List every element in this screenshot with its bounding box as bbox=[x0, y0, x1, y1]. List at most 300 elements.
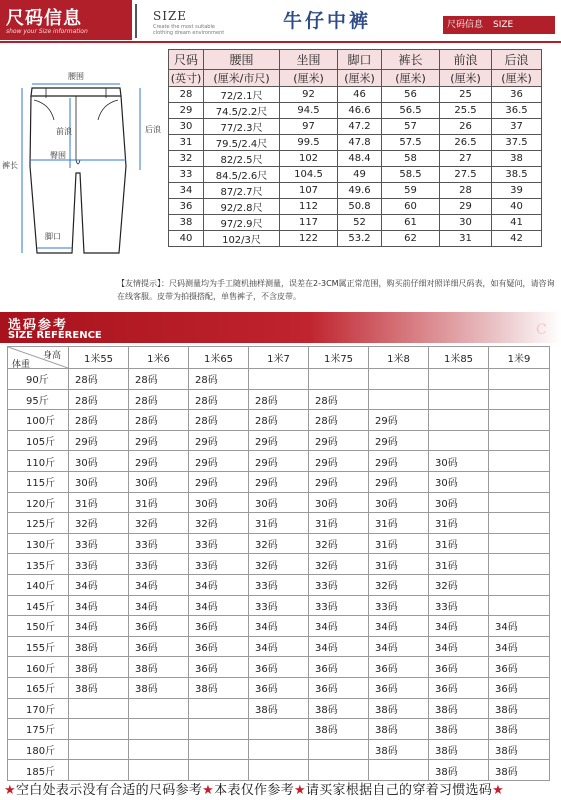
size-code-cell: 29码 bbox=[369, 471, 429, 492]
size-table-cell: 82/2.5尺 bbox=[204, 151, 280, 167]
size-code-cell: 34码 bbox=[189, 595, 249, 616]
footer-part-1: 空白处表示没有合适的尺码参考 bbox=[15, 783, 203, 798]
size-code-cell: 34码 bbox=[129, 574, 189, 595]
size-word: SIZE bbox=[153, 9, 188, 23]
size-table-cell: 33 bbox=[169, 167, 204, 183]
friendly-note: 【友情提示】：尺码测量均为手工随机抽样测量，误差在2-3CM属正常范围，购买前仔细对照详细尺码表，如有疑问，请咨询在线客服。皮带为拍摄搭配，单售裤子，不含皮带。 bbox=[117, 279, 555, 301]
size-code-cell: 29码 bbox=[69, 430, 129, 451]
weight-cell: 170斤 bbox=[8, 698, 69, 719]
size-code-cell: 29码 bbox=[129, 451, 189, 472]
size-code-cell: 36码 bbox=[129, 616, 189, 637]
size-table-cell: 26.5 bbox=[440, 135, 492, 151]
size-code-cell bbox=[489, 410, 550, 431]
table-row bbox=[169, 183, 542, 199]
weight-cell: 185斤 bbox=[8, 760, 69, 781]
size-table-unit-cell: (厘米) bbox=[440, 70, 492, 87]
table-row bbox=[169, 119, 542, 135]
size-table-header bbox=[169, 50, 542, 70]
size-code-cell: 38码 bbox=[69, 677, 129, 698]
size-code-cell bbox=[189, 760, 249, 781]
size-code-cell: 34码 bbox=[249, 636, 309, 657]
size-code-cell bbox=[309, 760, 369, 781]
size-code-cell: 38码 bbox=[429, 698, 489, 719]
size-table-cell: 47.2 bbox=[338, 119, 382, 135]
page-title: 尺码信息 bbox=[6, 8, 82, 29]
size-code-cell: 32码 bbox=[189, 513, 249, 534]
size-table-cell: 38 bbox=[169, 215, 204, 231]
size-code-cell: 28码 bbox=[129, 369, 189, 390]
size-code-cell: 32码 bbox=[249, 554, 309, 575]
size-code-cell: 32码 bbox=[429, 574, 489, 595]
size-code-cell: 34码 bbox=[309, 616, 369, 637]
footer-note bbox=[4, 779, 557, 798]
size-table-cell: 46.6 bbox=[338, 103, 382, 119]
size-code-cell: 33码 bbox=[189, 554, 249, 575]
size-table-cell: 38 bbox=[492, 151, 542, 167]
size-code-cell: 36码 bbox=[309, 677, 369, 698]
size-code-cell: 28码 bbox=[69, 369, 129, 390]
size-code-cell: 32码 bbox=[129, 513, 189, 534]
size-code-cell: 34码 bbox=[69, 574, 129, 595]
size-code-cell: 33码 bbox=[249, 574, 309, 595]
size-reference-table bbox=[7, 346, 550, 781]
size-table-cell: 40 bbox=[169, 231, 204, 247]
size-code-cell: 28码 bbox=[129, 389, 189, 410]
label-length: 裤长 bbox=[2, 161, 18, 170]
size-code-cell: 34码 bbox=[429, 636, 489, 657]
size-code-cell bbox=[429, 410, 489, 431]
weight-cell: 165斤 bbox=[8, 677, 69, 698]
table-row bbox=[169, 167, 542, 183]
star-icon: ★ bbox=[4, 783, 16, 798]
size-code-cell bbox=[429, 389, 489, 410]
header-tag bbox=[443, 16, 555, 34]
size-code-cell: 36码 bbox=[429, 657, 489, 678]
footer-part-2: 本表仅作参考 bbox=[214, 783, 294, 798]
size-code-cell bbox=[489, 389, 550, 410]
size-code-cell: 38码 bbox=[489, 698, 550, 719]
size-table-cell: 87/2.7尺 bbox=[204, 183, 280, 199]
height-header-cell: 1米55 bbox=[69, 347, 129, 369]
size-table-unit-cell: (厘米) bbox=[280, 70, 338, 87]
size-code-cell: 38码 bbox=[69, 636, 129, 657]
header-tagline: Create the most suitable clothing dream environment bbox=[153, 24, 225, 36]
size-code-cell: 38码 bbox=[69, 657, 129, 678]
star-icon: ★ bbox=[202, 783, 215, 798]
size-table-cell: 37.5 bbox=[492, 135, 542, 151]
height-header-cell: 1米9 bbox=[489, 347, 550, 369]
size-code-cell: 29码 bbox=[249, 471, 309, 492]
size-code-cell bbox=[129, 719, 189, 740]
table-row bbox=[8, 739, 550, 760]
size-code-cell: 36码 bbox=[249, 677, 309, 698]
weight-cell: 115斤 bbox=[8, 471, 69, 492]
size-code-cell bbox=[69, 739, 129, 760]
size-code-cell: 32码 bbox=[249, 533, 309, 554]
size-table-cell: 58 bbox=[382, 151, 440, 167]
size-table-cell: 62 bbox=[382, 231, 440, 247]
size-code-cell: 31码 bbox=[429, 513, 489, 534]
size-code-cell bbox=[129, 739, 189, 760]
weight-cell: 95斤 bbox=[8, 389, 69, 410]
size-table-cell: 31 bbox=[440, 231, 492, 247]
size-code-cell bbox=[249, 719, 309, 740]
size-table-header-cell: 裤长 bbox=[382, 50, 440, 70]
size-code-cell: 38码 bbox=[429, 719, 489, 740]
size-table-cell: 40 bbox=[492, 199, 542, 215]
size-code-cell: 30码 bbox=[249, 492, 309, 513]
size-code-cell: 30码 bbox=[429, 451, 489, 472]
size-table-cell: 56 bbox=[382, 87, 440, 103]
height-header-cell: 1米65 bbox=[189, 347, 249, 369]
size-code-cell: 30码 bbox=[429, 471, 489, 492]
table-row bbox=[169, 215, 542, 231]
label-waist: 腰围 bbox=[68, 72, 84, 81]
size-code-cell: 34码 bbox=[69, 595, 129, 616]
size-code-cell: 31码 bbox=[129, 492, 189, 513]
table-row bbox=[8, 636, 550, 657]
size-table-cell: 97/2.9尺 bbox=[204, 215, 280, 231]
size-table-cell: 57 bbox=[382, 119, 440, 135]
height-header-cell: 1米8 bbox=[369, 347, 429, 369]
size-code-cell: 30码 bbox=[189, 492, 249, 513]
table-row bbox=[8, 554, 550, 575]
table-row bbox=[8, 760, 550, 781]
size-table-header-cell: 后浪 bbox=[492, 50, 542, 70]
size-code-cell: 36码 bbox=[129, 636, 189, 657]
size-code-cell: 31码 bbox=[309, 513, 369, 534]
size-code-cell: 38码 bbox=[369, 698, 429, 719]
size-table-cell: 53.2 bbox=[338, 231, 382, 247]
size-code-cell: 38码 bbox=[429, 739, 489, 760]
table-row bbox=[8, 451, 550, 472]
size-code-cell: 28码 bbox=[189, 369, 249, 390]
size-code-cell: 28码 bbox=[189, 410, 249, 431]
size-code-cell bbox=[129, 760, 189, 781]
size-table-cell: 39 bbox=[492, 183, 542, 199]
size-table-cell: 26 bbox=[440, 119, 492, 135]
table-row bbox=[8, 574, 550, 595]
header bbox=[0, 0, 561, 44]
size-code-cell bbox=[309, 369, 369, 390]
size-table-cell: 42 bbox=[492, 231, 542, 247]
size-code-cell: 29码 bbox=[309, 430, 369, 451]
weight-cell: 100斤 bbox=[8, 410, 69, 431]
weight-cell: 105斤 bbox=[8, 430, 69, 451]
header-rule bbox=[0, 41, 561, 43]
weight-cell: 135斤 bbox=[8, 554, 69, 575]
table-row bbox=[169, 135, 542, 151]
size-code-cell: 29码 bbox=[369, 430, 429, 451]
size-table-cell: 107 bbox=[280, 183, 338, 199]
table-row bbox=[169, 151, 542, 167]
weight-cell: 140斤 bbox=[8, 574, 69, 595]
size-code-cell: 34码 bbox=[369, 616, 429, 637]
size-code-cell: 36码 bbox=[369, 677, 429, 698]
reference-corner-cell bbox=[8, 347, 69, 369]
size-code-cell: 34码 bbox=[249, 616, 309, 637]
size-code-cell: 28码 bbox=[309, 389, 369, 410]
size-code-cell: 28码 bbox=[189, 389, 249, 410]
pants-diagram bbox=[0, 48, 165, 263]
size-code-cell: 33码 bbox=[249, 595, 309, 616]
size-table-header-cell: 腰围 bbox=[204, 50, 280, 70]
table-row bbox=[8, 719, 550, 740]
size-code-cell bbox=[489, 595, 550, 616]
reference-title-cn: 选码参考 bbox=[8, 318, 69, 333]
size-code-cell: 29码 bbox=[189, 451, 249, 472]
size-code-cell: 31码 bbox=[369, 554, 429, 575]
size-table-cell: 25 bbox=[440, 87, 492, 103]
size-code-cell: 33码 bbox=[369, 595, 429, 616]
size-code-cell: 38码 bbox=[129, 657, 189, 678]
size-code-cell: 34码 bbox=[489, 616, 550, 637]
label-front-rise: 前浪 bbox=[56, 127, 72, 136]
size-code-cell: 38码 bbox=[309, 698, 369, 719]
weight-cell: 160斤 bbox=[8, 657, 69, 678]
size-table-cell: 72/2.1尺 bbox=[204, 87, 280, 103]
size-code-cell: 30码 bbox=[309, 492, 369, 513]
size-code-cell bbox=[69, 719, 129, 740]
size-code-cell: 36码 bbox=[189, 636, 249, 657]
size-code-cell bbox=[429, 369, 489, 390]
table-row bbox=[8, 369, 550, 390]
size-code-cell: 38码 bbox=[489, 760, 550, 781]
size-table-cell: 77/2.3尺 bbox=[204, 119, 280, 135]
table-row bbox=[169, 231, 542, 247]
header-tag-size: SIZE bbox=[493, 20, 514, 30]
size-table-unit-cell: (厘米) bbox=[382, 70, 440, 87]
star-icon: ★ bbox=[293, 783, 306, 798]
size-table-cell: 41 bbox=[492, 215, 542, 231]
header-tag-label: 尺码信息 bbox=[447, 20, 484, 30]
size-table-cell: 56.5 bbox=[382, 103, 440, 119]
size-code-cell: 28码 bbox=[129, 410, 189, 431]
table-row bbox=[8, 410, 550, 431]
size-code-cell: 33码 bbox=[309, 595, 369, 616]
size-code-cell bbox=[249, 369, 309, 390]
size-code-cell: 30码 bbox=[69, 471, 129, 492]
weight-cell: 120斤 bbox=[8, 492, 69, 513]
size-code-cell: 36码 bbox=[309, 657, 369, 678]
size-code-cell: 36码 bbox=[189, 657, 249, 678]
product-name: 牛仔中裤 bbox=[283, 10, 372, 32]
size-table-cell: 74.5/2.2尺 bbox=[204, 103, 280, 119]
size-code-cell: 28码 bbox=[69, 410, 129, 431]
size-code-cell: 29码 bbox=[249, 430, 309, 451]
weight-cell: 90斤 bbox=[8, 369, 69, 390]
weight-cell: 110斤 bbox=[8, 451, 69, 472]
size-table-cell: 59 bbox=[382, 183, 440, 199]
size-code-cell: 38码 bbox=[309, 719, 369, 740]
size-table-cell: 92/2.8尺 bbox=[204, 199, 280, 215]
size-code-cell: 29码 bbox=[369, 410, 429, 431]
size-table-cell: 117 bbox=[280, 215, 338, 231]
size-code-cell bbox=[129, 698, 189, 719]
table-row bbox=[169, 103, 542, 119]
size-table-cell: 36 bbox=[492, 87, 542, 103]
size-table-unit-cell: (厘米) bbox=[492, 70, 542, 87]
size-code-cell bbox=[489, 430, 550, 451]
size-code-cell: 33码 bbox=[129, 554, 189, 575]
label-back-rise: 后浪 bbox=[145, 125, 161, 134]
size-code-cell bbox=[489, 451, 550, 472]
size-code-cell bbox=[309, 739, 369, 760]
size-code-cell: 34码 bbox=[309, 636, 369, 657]
size-table-cell: 112 bbox=[280, 199, 338, 215]
size-code-cell bbox=[249, 760, 309, 781]
size-code-cell bbox=[489, 513, 550, 534]
height-header-cell: 1米75 bbox=[309, 347, 369, 369]
label-hem: 脚口 bbox=[45, 232, 61, 241]
size-table-cell: 36.5 bbox=[492, 103, 542, 119]
table-row bbox=[8, 698, 550, 719]
weight-cell: 155斤 bbox=[8, 636, 69, 657]
size-code-cell bbox=[69, 698, 129, 719]
size-code-cell bbox=[189, 739, 249, 760]
size-code-cell: 31码 bbox=[69, 492, 129, 513]
footer-part-3: 请买家根据自己的穿着习惯选码 bbox=[305, 783, 493, 798]
size-code-cell: 28码 bbox=[249, 389, 309, 410]
size-code-cell bbox=[489, 533, 550, 554]
size-code-cell: 32码 bbox=[309, 554, 369, 575]
weight-cell: 125斤 bbox=[8, 513, 69, 534]
size-table-cell: 50.8 bbox=[338, 199, 382, 215]
size-table-cell: 30 bbox=[169, 119, 204, 135]
table-row bbox=[8, 513, 550, 534]
size-code-cell: 30码 bbox=[69, 451, 129, 472]
table-row bbox=[169, 87, 542, 103]
size-table-unit-cell: (厘米/市尺) bbox=[204, 70, 280, 87]
height-header-cell: 1米6 bbox=[129, 347, 189, 369]
size-code-cell: 30码 bbox=[129, 471, 189, 492]
size-table-cell: 49 bbox=[338, 167, 382, 183]
size-code-cell: 30码 bbox=[369, 492, 429, 513]
size-code-cell: 32码 bbox=[369, 574, 429, 595]
size-table-cell: 38.5 bbox=[492, 167, 542, 183]
table-row bbox=[8, 471, 550, 492]
size-code-cell bbox=[489, 554, 550, 575]
size-code-cell: 31码 bbox=[369, 513, 429, 534]
size-table-unit-cell: (英寸) bbox=[169, 70, 204, 87]
table-row bbox=[8, 389, 550, 410]
size-code-cell bbox=[489, 492, 550, 513]
size-table-cell: 92 bbox=[280, 87, 338, 103]
size-code-cell bbox=[369, 369, 429, 390]
weight-cell: 150斤 bbox=[8, 616, 69, 637]
size-code-cell: 29码 bbox=[249, 451, 309, 472]
size-table-cell: 37 bbox=[492, 119, 542, 135]
size-code-cell bbox=[189, 698, 249, 719]
table-row bbox=[8, 533, 550, 554]
size-code-cell: 38码 bbox=[429, 760, 489, 781]
brand-logo: C bbox=[536, 322, 547, 338]
size-code-cell bbox=[369, 760, 429, 781]
size-code-cell bbox=[489, 369, 550, 390]
size-table-cell: 97 bbox=[280, 119, 338, 135]
size-code-cell: 36码 bbox=[369, 657, 429, 678]
size-code-cell: 38码 bbox=[129, 677, 189, 698]
size-code-cell: 29码 bbox=[189, 471, 249, 492]
size-code-cell: 29码 bbox=[189, 430, 249, 451]
size-code-cell: 31码 bbox=[249, 513, 309, 534]
size-table-cell: 28 bbox=[169, 87, 204, 103]
size-table-header-cell: 脚口 bbox=[338, 50, 382, 70]
header-title-block bbox=[0, 0, 132, 40]
size-code-cell: 36码 bbox=[489, 657, 550, 678]
size-code-cell: 33码 bbox=[69, 533, 129, 554]
size-code-cell bbox=[369, 389, 429, 410]
size-code-cell bbox=[69, 760, 129, 781]
size-table-cell: 48.4 bbox=[338, 151, 382, 167]
size-code-cell: 36码 bbox=[189, 616, 249, 637]
size-code-cell: 28码 bbox=[249, 410, 309, 431]
size-code-cell: 29码 bbox=[129, 430, 189, 451]
size-table-cell: 122 bbox=[280, 231, 338, 247]
height-header-cell: 1米7 bbox=[249, 347, 309, 369]
page-subtitle: show your Size information bbox=[6, 28, 88, 35]
size-code-cell: 29码 bbox=[309, 471, 369, 492]
size-code-cell: 36码 bbox=[249, 657, 309, 678]
size-code-cell: 38码 bbox=[489, 739, 550, 760]
size-code-cell bbox=[189, 719, 249, 740]
size-table-cell: 84.5/2.6尺 bbox=[204, 167, 280, 183]
size-table-cell: 30 bbox=[440, 215, 492, 231]
table-row bbox=[8, 677, 550, 698]
size-table-cell: 104.5 bbox=[280, 167, 338, 183]
size-code-cell: 38码 bbox=[489, 719, 550, 740]
size-code-cell: 33码 bbox=[429, 595, 489, 616]
size-code-cell: 34码 bbox=[69, 616, 129, 637]
table-row bbox=[8, 430, 550, 451]
size-table-cell: 27 bbox=[440, 151, 492, 167]
size-table-cell: 32 bbox=[169, 151, 204, 167]
size-table-cell: 52 bbox=[338, 215, 382, 231]
size-code-cell: 34码 bbox=[189, 574, 249, 595]
size-table-cell: 46 bbox=[338, 87, 382, 103]
size-code-cell bbox=[429, 430, 489, 451]
size-code-cell: 38码 bbox=[249, 698, 309, 719]
size-code-cell bbox=[489, 574, 550, 595]
size-code-cell: 31码 bbox=[429, 533, 489, 554]
size-table-cell: 25.5 bbox=[440, 103, 492, 119]
size-table-cell: 102/3尺 bbox=[204, 231, 280, 247]
header-divider bbox=[135, 4, 137, 38]
table-row bbox=[8, 657, 550, 678]
size-table-cell: 79.5/2.4尺 bbox=[204, 135, 280, 151]
size-table bbox=[168, 49, 542, 247]
size-code-cell: 38码 bbox=[369, 739, 429, 760]
size-code-cell: 31码 bbox=[429, 554, 489, 575]
size-table-header-cell: 前浪 bbox=[440, 50, 492, 70]
size-code-cell: 33码 bbox=[309, 574, 369, 595]
size-code-cell: 29码 bbox=[309, 451, 369, 472]
weight-cell: 130斤 bbox=[8, 533, 69, 554]
size-table-header-cell: 坐围 bbox=[280, 50, 338, 70]
size-code-cell: 30码 bbox=[429, 492, 489, 513]
size-code-cell bbox=[489, 471, 550, 492]
size-code-cell: 31码 bbox=[369, 533, 429, 554]
size-code-cell: 36码 bbox=[489, 677, 550, 698]
size-code-cell: 33码 bbox=[129, 533, 189, 554]
size-table-cell: 58.5 bbox=[382, 167, 440, 183]
size-table-cell: 29 bbox=[440, 199, 492, 215]
size-table-cell: 31 bbox=[169, 135, 204, 151]
size-code-cell: 32码 bbox=[69, 513, 129, 534]
size-code-cell: 34码 bbox=[489, 636, 550, 657]
star-icon: ★ bbox=[492, 783, 505, 798]
table-row bbox=[8, 492, 550, 513]
